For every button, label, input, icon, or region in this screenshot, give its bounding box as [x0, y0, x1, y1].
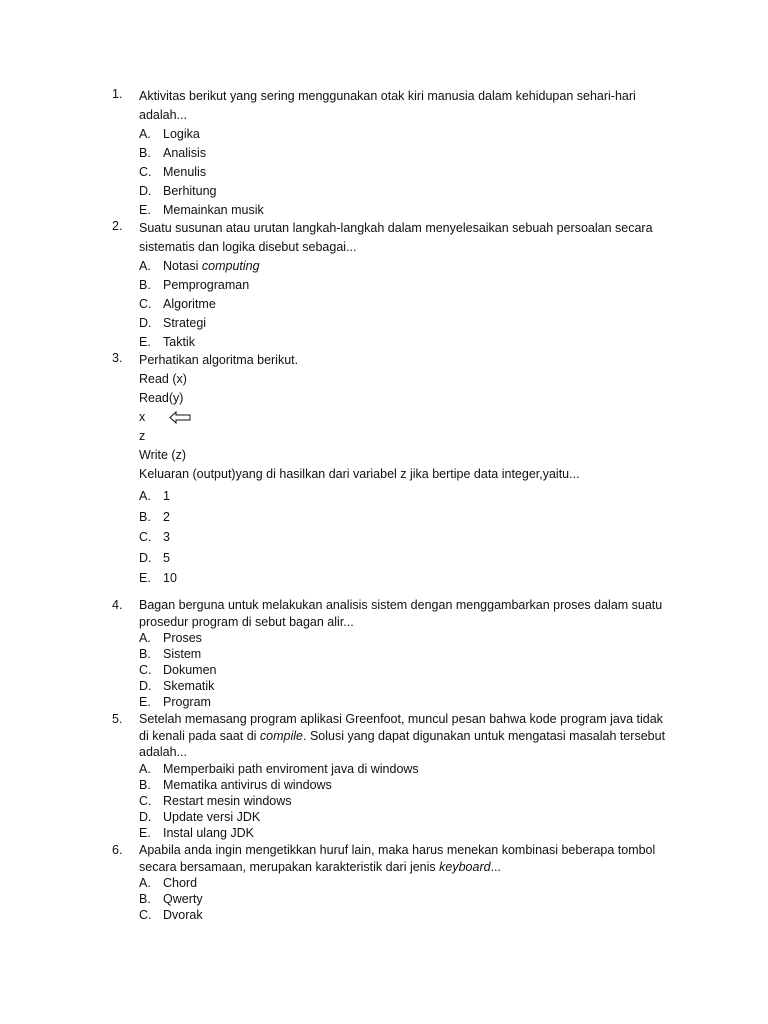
question-2	[112, 219, 672, 352]
stem-text: Setelah memasang program aplikasi Greenfoot, muncul pesan bahwa kode program java tidak di kenali pada saat di	[139, 712, 663, 743]
stem-italic: keyboard	[439, 859, 491, 874]
question-number: 1.	[112, 87, 123, 101]
option-letter: D.	[139, 184, 152, 198]
option-a	[139, 875, 672, 891]
question-stem: Suatu susunan atau urutan langkah-langkah dalam menyelesaikan sebuah persoalan secara sistematis dan logika disebut sebagai...	[139, 221, 653, 254]
option-text: Restart mesin windows	[163, 793, 292, 808]
question-text: Keluaran (output)yang di hasilkan dari variabel z jika bertipe data integer,yaitu...	[139, 467, 580, 481]
option-text: Logika	[163, 127, 200, 141]
question-stem	[139, 842, 672, 875]
option-letter: A.	[139, 259, 151, 273]
algorithm-block	[139, 370, 672, 484]
option-text: Proses	[163, 631, 202, 645]
option-letter: C.	[139, 663, 152, 677]
option-text: Taktik	[163, 335, 195, 349]
option-e	[139, 201, 672, 220]
option-letter: A.	[139, 489, 151, 503]
option-letter: E.	[139, 335, 151, 349]
question-stem: Perhatikan algoritma berikut.	[139, 353, 299, 367]
option-text: Pemprograman	[163, 278, 250, 292]
option-e	[139, 568, 672, 589]
option-letter: B.	[139, 892, 151, 906]
question-6	[112, 842, 672, 923]
stem-italic: compile	[259, 728, 303, 743]
code-line: Read(y)	[139, 391, 184, 405]
question-4	[112, 597, 672, 710]
assignment-row	[139, 408, 672, 427]
option-b	[139, 276, 672, 295]
question-1	[112, 87, 672, 220]
option-letter: D.	[139, 679, 152, 693]
option-letter: B.	[139, 647, 151, 661]
stem-text: . Solusi yang dapat digunakan untuk mengatasi masalah tersebut adalah...	[139, 728, 666, 759]
option-text-italic: computing	[201, 259, 260, 273]
code-line: z	[139, 429, 146, 443]
code-line: x	[139, 410, 146, 424]
option-b	[139, 507, 672, 528]
option-letter: C.	[139, 297, 152, 311]
option-letter: D.	[139, 809, 152, 824]
option-letter: B.	[139, 509, 151, 524]
option-c	[139, 662, 672, 678]
option-a	[139, 486, 672, 507]
stem-text: Apabila anda ingin mengetikkan huruf lain, maka harus menekan kombinasi beberapa tombol secara bersamaan, merupakan karakteristik dari jenis	[139, 843, 656, 874]
option-d	[139, 182, 672, 201]
option-letter: B.	[139, 146, 151, 160]
option-letter: A.	[139, 631, 151, 645]
option-list	[139, 125, 672, 220]
option-a	[139, 761, 672, 777]
option-text: 2	[163, 509, 170, 524]
option-a	[139, 630, 672, 646]
option-letter: E.	[139, 695, 151, 709]
option-letter: C.	[139, 530, 152, 544]
option-text: Menulis	[163, 165, 207, 179]
question-number: 4.	[112, 598, 123, 612]
option-e	[139, 333, 672, 352]
option-list	[139, 875, 672, 923]
option-a	[139, 257, 672, 276]
option-text	[163, 257, 260, 276]
option-text: Update versi JDK	[163, 809, 261, 824]
option-c	[139, 295, 672, 314]
question-number: 6.	[112, 843, 123, 857]
option-a	[139, 125, 672, 144]
option-text: Dokumen	[163, 663, 217, 677]
option-list	[139, 486, 672, 589]
option-b	[139, 646, 672, 662]
question-stem: Bagan berguna untuk melakukan analisis sistem dengan menggambarkan proses dalam suatu prosedur program di sebut bagan alir...	[139, 598, 663, 629]
option-letter: B.	[139, 777, 151, 792]
option-letter: E.	[139, 825, 151, 840]
option-letter: E.	[139, 571, 151, 585]
option-text: Berhitung	[163, 184, 217, 198]
option-e	[139, 825, 672, 841]
option-text: Qwerty	[163, 892, 203, 906]
option-letter: C.	[139, 165, 152, 179]
option-e	[139, 694, 672, 710]
option-c	[139, 793, 672, 809]
option-text: Skematik	[163, 679, 215, 693]
option-text: 5	[163, 550, 170, 565]
option-c	[139, 163, 672, 182]
option-text: 10	[163, 571, 177, 585]
option-text: Dvorak	[163, 908, 203, 922]
question-number: 5.	[112, 712, 123, 726]
option-letter: A.	[139, 876, 151, 890]
code-line: Write (z)	[139, 448, 186, 462]
question-stem	[139, 711, 672, 761]
option-list	[139, 761, 672, 841]
option-text: Program	[163, 695, 211, 709]
option-letter: B.	[139, 278, 151, 292]
option-letter: D.	[139, 550, 152, 565]
option-text: Algoritme	[163, 297, 216, 311]
option-letter: A.	[139, 761, 151, 776]
option-letter: C.	[139, 793, 152, 808]
option-b	[139, 891, 672, 907]
option-text: Sistem	[163, 647, 202, 661]
option-text: Memainkan musik	[163, 203, 264, 217]
option-text: Instal ulang JDK	[163, 825, 255, 840]
option-text: 1	[163, 489, 170, 503]
left-arrow-icon	[169, 411, 191, 424]
option-list	[139, 630, 672, 710]
question-5	[112, 711, 672, 841]
option-text: Chord	[163, 876, 198, 890]
option-letter: E.	[139, 203, 151, 217]
option-letter: C.	[139, 908, 152, 922]
option-d	[139, 314, 672, 333]
option-text: Analisis	[163, 146, 207, 160]
option-letter: A.	[139, 127, 151, 141]
option-text: Mematika antivirus di windows	[163, 777, 332, 792]
option-text: 3	[163, 530, 170, 544]
option-d	[139, 809, 672, 825]
question-number: 3.	[112, 351, 123, 365]
option-text: Memperbaiki path enviroment java di windows	[163, 761, 419, 776]
option-c	[139, 907, 672, 923]
question-stem: Aktivitas berikut yang sering menggunakan otak kiri manusia dalam kehidupan sehari-hari adalah...	[139, 89, 636, 122]
code-line: Read (x)	[139, 372, 187, 386]
option-list	[139, 257, 672, 352]
stem-text: ...	[490, 859, 501, 874]
option-text: Strategi	[163, 316, 207, 330]
option-d	[139, 678, 672, 694]
option-b	[139, 144, 672, 163]
option-letter: D.	[139, 316, 152, 330]
question-3	[112, 351, 672, 589]
option-d	[139, 548, 672, 569]
option-b	[139, 777, 672, 793]
question-number: 2.	[112, 219, 123, 233]
option-text-plain: Notasi	[163, 259, 202, 273]
option-c	[139, 527, 672, 548]
